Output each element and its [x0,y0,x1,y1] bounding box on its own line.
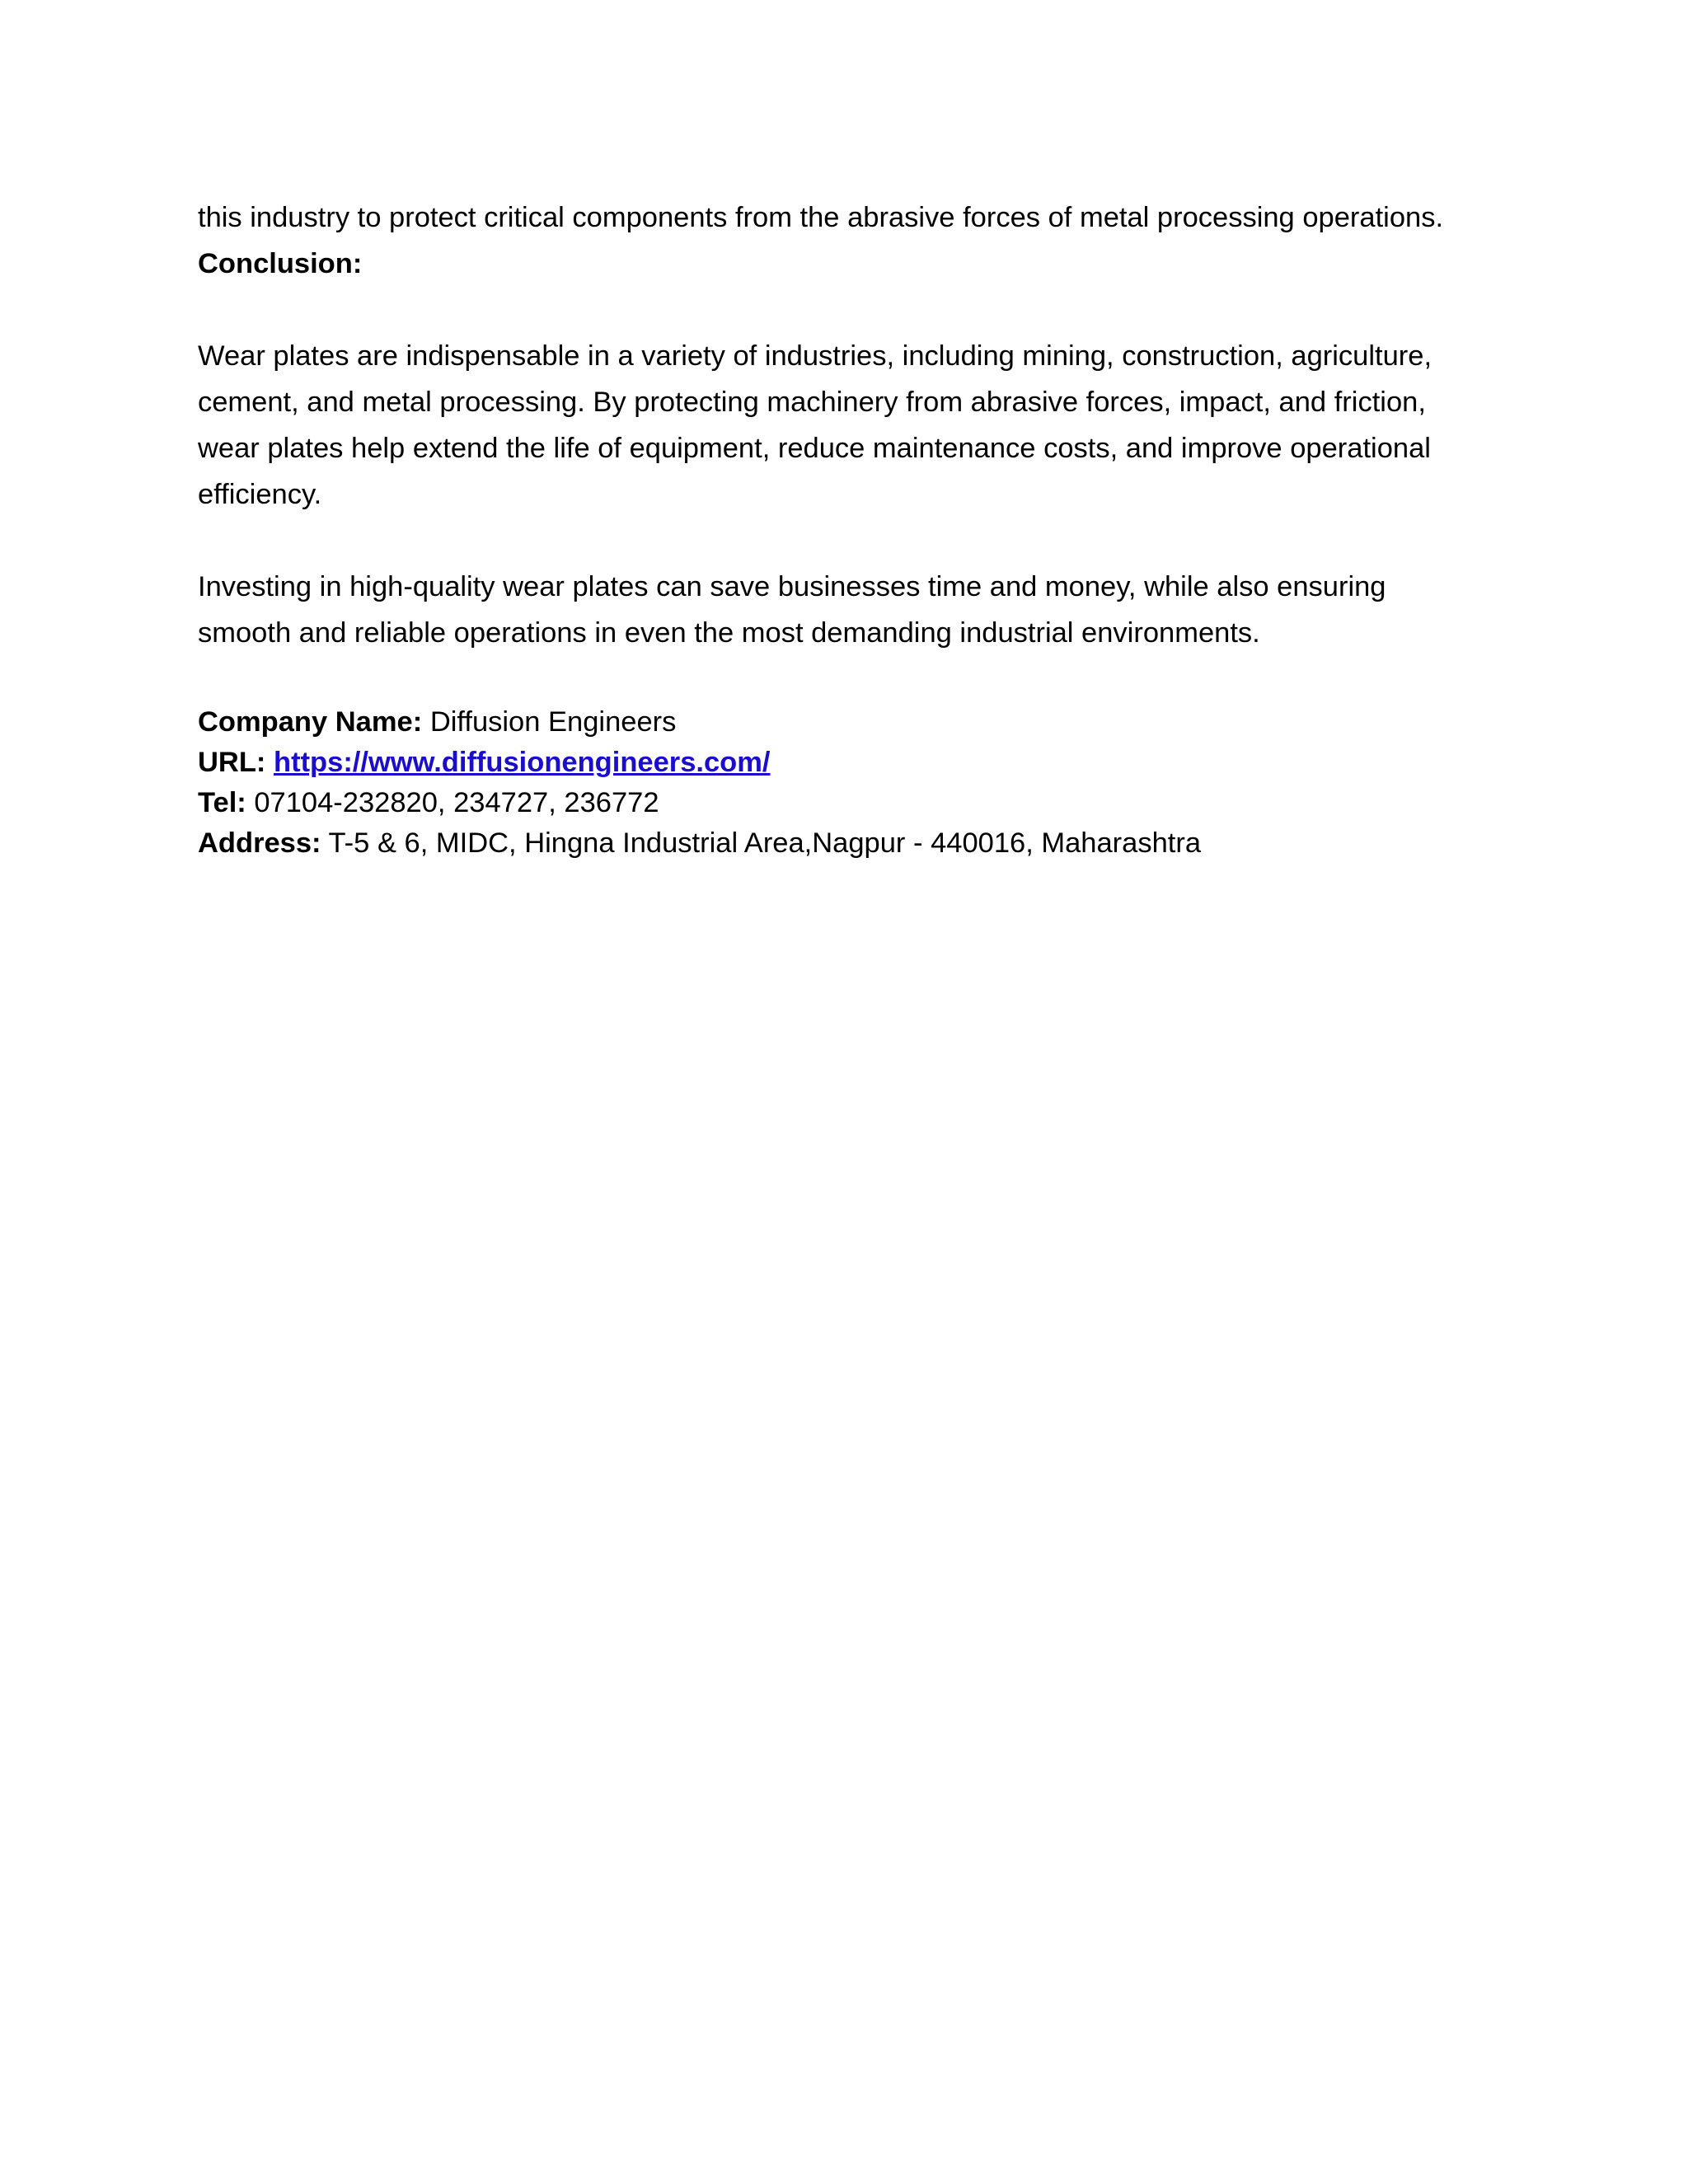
conclusion-heading: Conclusion: [198,248,363,279]
company-value: Diffusion Engineers [429,706,677,738]
document-page [198,194,1484,864]
url-line [198,743,1484,783]
url-label: URL: [198,747,266,778]
tel-line [198,783,1484,823]
conclusion-paragraph-1: Wear plates are indispensable in a variety of industries, including mining, construction, agriculture, cement, and metal processing. By protecting machinery from abrasive forces, impact, and friction, wear plates help extend the life of equipment, reduce maintenance costs, and improve operational efficiency. [198,340,1432,510]
conclusion-paragraph-2: Investing in high-quality wear plates can save businesses time and money, while also ensuring smooth and reliable operations in even the most demanding industrial environments. [198,571,1386,649]
address-label: Address: [198,827,321,859]
company-url-link[interactable]: https://www.diffusionengineers.com/ [274,747,771,778]
contact-block [198,702,1484,864]
address-value: T-5 & 6, MIDC, Hingna Industrial Area,Nagpur - 440016, Maharashtra [328,827,1202,859]
company-label: Company Name: [198,706,423,738]
address-line [198,823,1484,864]
tel-label: Tel: [198,787,246,818]
intro-continuation-paragraph: this industry to protect critical components from the abrasive forces of metal processing operations. [198,202,1444,233]
tel-value: 07104-232820, 234727, 236772 [254,787,659,818]
company-line [198,702,1484,743]
